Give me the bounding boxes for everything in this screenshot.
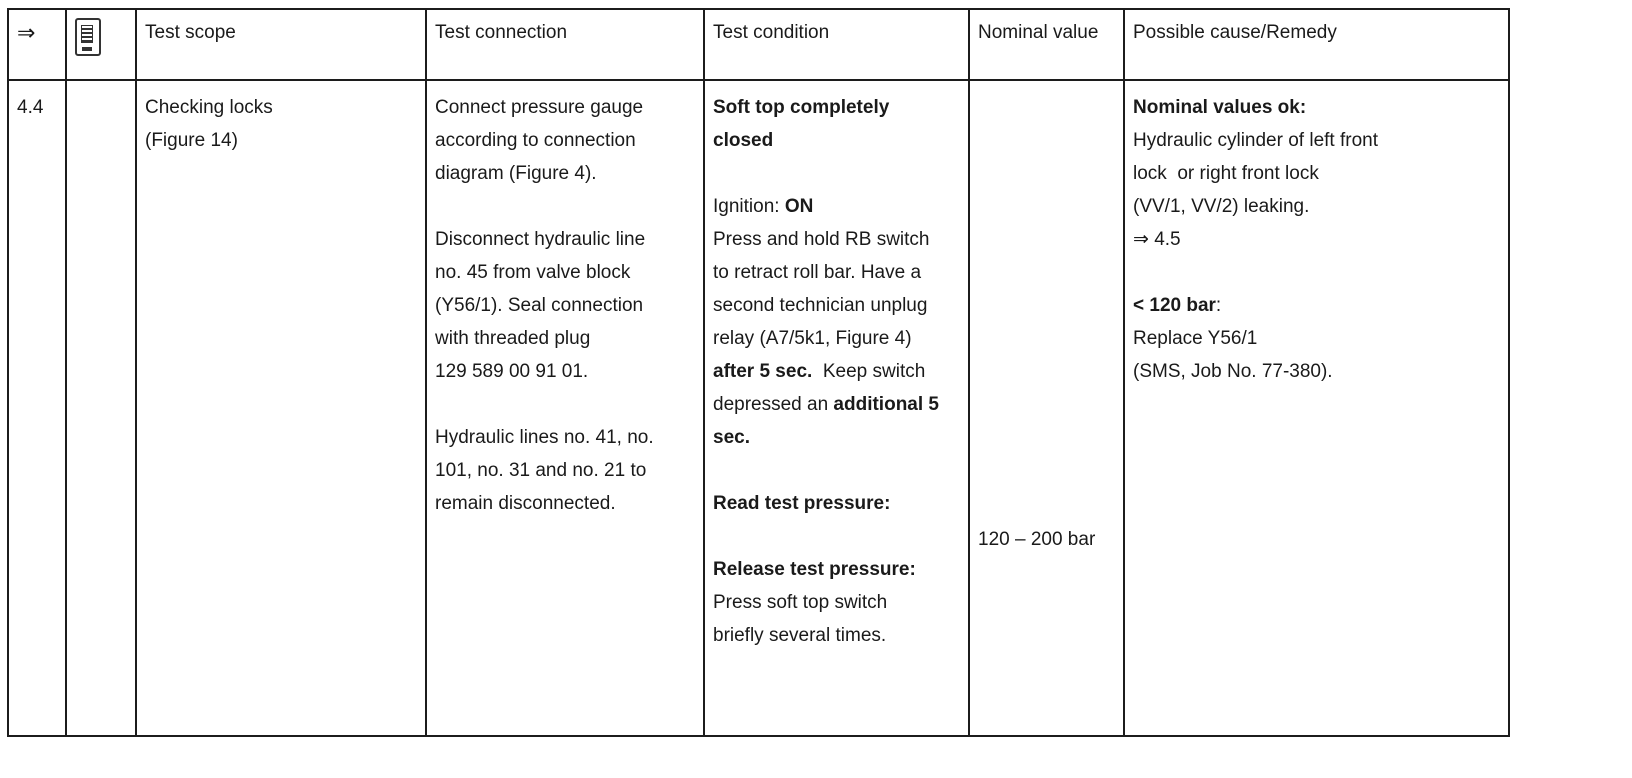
header-test-condition: Test condition [704,9,969,80]
test-table [7,8,1510,737]
header-test-scope: Test scope [136,9,426,80]
nominal-value-cell [969,80,1124,736]
release-test-pressure: Release test pressure: [713,559,916,580]
table-row [8,80,1509,736]
reference-link: ⇒ 4.5 [1133,229,1181,250]
table-header-row [8,9,1509,80]
icon-column-cell [66,80,136,736]
header-arrow: ⇒ [8,9,66,80]
test-scope-cell: Checking locks (Figure 14) [136,80,426,736]
header-icon-cell [66,9,136,80]
header-test-connection: Test connection [426,9,704,80]
tester-unit-icon [75,18,101,56]
test-connection-cell: Connect pressure gauge according to connection diagram (Figure 4). Disconnect hydraulic line no. 45 from valve block (Y56/1). Seal connection with threaded plug 129 589 00 91 01. Hydraulic lines no. 41, no. 101, no. 31 and no. 21 to remain disconnected. [426,80,704,736]
step-number: 4.4 [8,80,66,736]
header-possible-cause: Possible cause/Remedy [1124,9,1509,80]
nominal-value: 120 – 200 bar [978,529,1096,550]
possible-cause-cell: Nominal values ok: Hydraulic cylinder of left front lock or right front lock (VV/1, VV/2) leaking. ⇒ 4.5 < 120 bar: Replace Y56/1 (SMS, Job No. 77-380). [1124,80,1509,736]
header-nominal-value: Nominal value [969,9,1124,80]
read-test-pressure: Read test pressure: [713,493,891,514]
test-condition-cell: Soft top completely closed Ignition: ON Press and hold RB switch to retract roll bar. Have a second technician unplug relay (A7/5k1, Figure 4) after 5 sec. Keep switch depressed an additional 5 sec. Read test pressure: Release test pressure: Press soft top switch briefly several times. [704,80,969,736]
